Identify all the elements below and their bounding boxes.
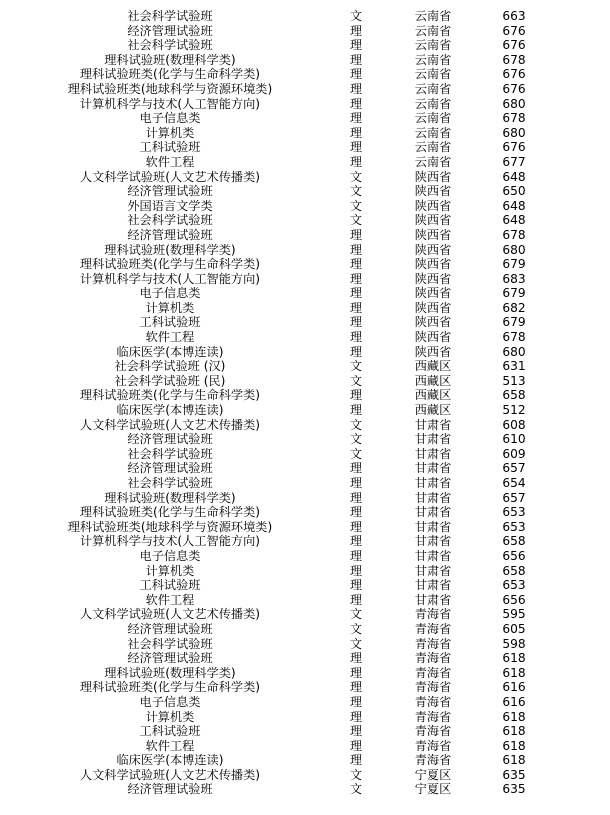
category-cell: 理 — [349, 403, 363, 418]
score-cell: 616 — [502, 694, 526, 709]
province-cell: 云南省 — [414, 111, 452, 126]
category-cell: 文 — [349, 636, 363, 651]
major-cell: 计算机科学与技术(人工智能方向) — [79, 96, 261, 111]
category-cell: 理 — [349, 461, 363, 476]
score-cell: 676 — [502, 81, 526, 96]
table-row — [0, 768, 610, 783]
category-cell: 理 — [349, 753, 363, 768]
table-row — [0, 680, 610, 695]
province-cell: 陕西省 — [414, 286, 452, 301]
table-row — [0, 432, 610, 447]
score-cell: 608 — [502, 417, 526, 432]
province-cell: 陕西省 — [414, 184, 452, 199]
category-cell: 理 — [349, 651, 363, 666]
category-cell: 理 — [349, 665, 363, 680]
score-cell: 618 — [502, 709, 526, 724]
major-cell: 软件工程 — [145, 738, 195, 753]
category-cell: 理 — [349, 242, 363, 257]
major-cell: 社会科学试验班 — [127, 38, 213, 53]
category-cell: 理 — [349, 271, 363, 286]
category-cell: 理 — [349, 227, 363, 242]
category-cell: 文 — [349, 417, 363, 432]
table-row — [0, 155, 610, 170]
score-cell: 653 — [502, 505, 526, 520]
major-cell: 理科试验班类(化学与生命科学类) — [79, 67, 261, 82]
major-cell: 理科试验班类(化学与生命科学类) — [79, 680, 261, 695]
province-cell: 甘肃省 — [414, 446, 452, 461]
score-cell: 679 — [502, 286, 526, 301]
table-row — [0, 38, 610, 53]
province-cell: 西藏区 — [414, 403, 452, 418]
major-cell: 电子信息类 — [139, 548, 201, 563]
table-row — [0, 170, 610, 185]
score-cell: 631 — [502, 359, 526, 374]
score-cell: 618 — [502, 651, 526, 666]
province-cell: 陕西省 — [414, 330, 452, 345]
major-cell: 经济管理试验班 — [127, 782, 213, 797]
score-cell: 616 — [502, 680, 526, 695]
table-row — [0, 651, 610, 666]
category-cell: 文 — [349, 782, 363, 797]
province-cell: 甘肃省 — [414, 578, 452, 593]
category-cell: 文 — [349, 767, 363, 782]
province-cell: 甘肃省 — [414, 476, 452, 490]
table-row — [0, 403, 610, 418]
table-row — [0, 301, 610, 316]
province-cell: 甘肃省 — [414, 548, 452, 563]
table-row — [0, 549, 610, 564]
category-cell: 理 — [349, 315, 363, 330]
table-row — [0, 491, 610, 506]
major-cell: 电子信息类 — [139, 286, 201, 301]
category-cell: 理 — [349, 67, 363, 82]
major-cell: 外国语言文学类 — [127, 198, 213, 213]
province-cell: 甘肃省 — [414, 490, 452, 505]
province-cell: 陕西省 — [414, 213, 452, 228]
score-cell: 595 — [502, 607, 526, 622]
province-cell: 青海省 — [414, 753, 452, 768]
major-cell: 理科试验班(数理科学类) — [104, 490, 236, 505]
table-row — [0, 82, 610, 97]
province-cell: 西藏区 — [414, 373, 452, 388]
table-row — [0, 97, 610, 112]
category-cell: 文 — [349, 621, 363, 636]
province-cell: 陕西省 — [414, 257, 452, 272]
category-cell: 理 — [349, 388, 363, 403]
province-cell: 青海省 — [414, 665, 452, 680]
table-row — [0, 257, 610, 272]
table-row — [0, 330, 610, 345]
table-row — [0, 724, 610, 739]
table-row — [0, 564, 610, 579]
table-row — [0, 315, 610, 330]
score-cell: 663 — [502, 9, 526, 23]
major-cell: 工科试验班 — [139, 724, 201, 739]
province-cell: 陕西省 — [414, 271, 452, 286]
score-cell: 648 — [502, 213, 526, 228]
score-cell: 653 — [502, 578, 526, 593]
major-cell: 计算机类 — [145, 563, 195, 578]
major-cell: 理科试验班(数理科学类) — [104, 242, 236, 257]
major-cell: 理科试验班类(化学与生命科学类) — [79, 388, 261, 403]
category-cell: 理 — [349, 578, 363, 593]
score-cell: 598 — [502, 636, 526, 651]
score-cell: 682 — [502, 300, 526, 315]
province-cell: 云南省 — [414, 96, 452, 111]
category-cell: 理 — [349, 548, 363, 563]
major-cell: 人文科学试验班(人文艺术传播类) — [79, 169, 261, 184]
table-row — [0, 418, 610, 433]
province-cell: 云南省 — [414, 9, 452, 23]
province-cell: 陕西省 — [414, 198, 452, 213]
province-cell: 云南省 — [414, 140, 452, 155]
score-cell: 676 — [502, 140, 526, 155]
score-cell: 683 — [502, 271, 526, 286]
table-row — [0, 286, 610, 301]
category-cell: 理 — [349, 490, 363, 505]
major-cell: 人文科学试验班(人文艺术传播类) — [79, 417, 261, 432]
major-cell: 理科试验班类(地球科学与资源环境类) — [67, 519, 273, 534]
province-cell: 云南省 — [414, 125, 452, 140]
province-cell: 陕西省 — [414, 315, 452, 330]
major-cell: 理科试验班(数理科学类) — [104, 665, 236, 680]
major-cell: 社会科学试验班 — [127, 476, 213, 490]
category-cell: 文 — [349, 9, 363, 23]
score-cell: 650 — [502, 184, 526, 199]
score-cell: 618 — [502, 665, 526, 680]
table-row — [0, 359, 610, 374]
major-cell: 软件工程 — [145, 154, 195, 169]
province-cell: 甘肃省 — [414, 563, 452, 578]
table-row — [0, 666, 610, 681]
score-cell: 678 — [502, 111, 526, 126]
table-row — [0, 476, 610, 491]
major-cell: 经济管理试验班 — [127, 227, 213, 242]
major-cell: 工科试验班 — [139, 140, 201, 155]
province-cell: 甘肃省 — [414, 505, 452, 520]
table-row — [0, 67, 610, 82]
score-cell: 656 — [502, 548, 526, 563]
major-cell: 工科试验班 — [139, 578, 201, 593]
province-cell: 陕西省 — [414, 344, 452, 359]
province-cell: 青海省 — [414, 709, 452, 724]
table-row — [0, 505, 610, 520]
major-cell: 临床医学(本博连读) — [116, 753, 224, 768]
score-cell: 657 — [502, 490, 526, 505]
score-cell: 656 — [502, 592, 526, 607]
score-cell: 676 — [502, 67, 526, 82]
province-cell: 陕西省 — [414, 227, 452, 242]
province-cell: 云南省 — [414, 23, 452, 38]
score-cell: 680 — [502, 125, 526, 140]
province-cell: 青海省 — [414, 694, 452, 709]
score-cell: 658 — [502, 534, 526, 549]
major-cell: 社会科学试验班 (汉) — [114, 359, 226, 374]
table-row — [0, 447, 610, 462]
category-cell: 理 — [349, 505, 363, 520]
table-row — [0, 184, 610, 199]
category-cell: 理 — [349, 23, 363, 38]
major-cell: 社会科学试验班 — [127, 636, 213, 651]
major-cell: 经济管理试验班 — [127, 184, 213, 199]
score-cell: 654 — [502, 476, 526, 490]
score-cell: 658 — [502, 388, 526, 403]
category-cell: 理 — [349, 724, 363, 739]
major-cell: 经济管理试验班 — [127, 651, 213, 666]
category-cell: 理 — [349, 125, 363, 140]
score-cell: 618 — [502, 738, 526, 753]
province-cell: 宁夏区 — [414, 782, 452, 797]
major-cell: 人文科学试验班(人文艺术传播类) — [79, 607, 261, 622]
score-cell: 605 — [502, 621, 526, 636]
category-cell: 理 — [349, 257, 363, 272]
major-cell: 经济管理试验班 — [127, 23, 213, 38]
major-cell: 临床医学(本博连读) — [116, 344, 224, 359]
table-row — [0, 140, 610, 155]
major-cell: 社会科学试验班 — [127, 9, 213, 23]
table-row — [0, 607, 610, 622]
category-cell: 理 — [349, 286, 363, 301]
major-cell: 社会科学试验班 (民) — [114, 373, 226, 388]
province-cell: 西藏区 — [414, 359, 452, 374]
score-cell: 618 — [502, 753, 526, 768]
major-cell: 经济管理试验班 — [127, 432, 213, 447]
province-cell: 陕西省 — [414, 169, 452, 184]
score-cell: 609 — [502, 446, 526, 461]
score-cell: 648 — [502, 169, 526, 184]
category-cell: 理 — [349, 709, 363, 724]
province-cell: 青海省 — [414, 636, 452, 651]
category-cell: 理 — [349, 111, 363, 126]
category-cell: 理 — [349, 519, 363, 534]
category-cell: 理 — [349, 738, 363, 753]
table-row — [0, 578, 610, 593]
category-cell: 理 — [349, 52, 363, 67]
table-row — [0, 243, 610, 258]
province-cell: 甘肃省 — [414, 592, 452, 607]
category-cell: 文 — [349, 213, 363, 228]
score-cell: 658 — [502, 563, 526, 578]
table-row — [0, 199, 610, 214]
major-cell: 经济管理试验班 — [127, 461, 213, 476]
province-cell: 西藏区 — [414, 388, 452, 403]
province-cell: 云南省 — [414, 154, 452, 169]
major-cell: 理科试验班类(化学与生命科学类) — [79, 505, 261, 520]
category-cell: 文 — [349, 373, 363, 388]
major-cell: 社会科学试验班 — [127, 213, 213, 228]
province-cell: 甘肃省 — [414, 519, 452, 534]
score-cell: 653 — [502, 519, 526, 534]
category-cell: 理 — [349, 330, 363, 345]
major-cell: 工科试验班 — [139, 315, 201, 330]
score-cell: 512 — [502, 403, 526, 418]
major-cell: 计算机科学与技术(人工智能方向) — [79, 271, 261, 286]
score-cell: 648 — [502, 198, 526, 213]
score-cell: 635 — [502, 767, 526, 782]
category-cell: 理 — [349, 140, 363, 155]
province-cell: 甘肃省 — [414, 432, 452, 447]
table-row — [0, 345, 610, 360]
category-cell: 理 — [349, 476, 363, 490]
category-cell: 理 — [349, 81, 363, 96]
table-row — [0, 228, 610, 243]
major-cell: 电子信息类 — [139, 694, 201, 709]
major-cell: 计算机科学与技术(人工智能方向) — [79, 534, 261, 549]
category-cell: 文 — [349, 169, 363, 184]
major-cell: 软件工程 — [145, 592, 195, 607]
province-cell: 云南省 — [414, 52, 452, 67]
province-cell: 青海省 — [414, 724, 452, 739]
major-cell: 理科试验班(数理科学类) — [104, 52, 236, 67]
table-row — [0, 739, 610, 754]
category-cell: 理 — [349, 300, 363, 315]
province-cell: 甘肃省 — [414, 461, 452, 476]
major-cell: 理科试验班类(化学与生命科学类) — [79, 257, 261, 272]
table-row — [0, 534, 610, 549]
major-cell: 软件工程 — [145, 330, 195, 345]
category-cell: 文 — [349, 607, 363, 622]
category-cell: 理 — [349, 592, 363, 607]
province-cell: 青海省 — [414, 607, 452, 622]
province-cell: 陕西省 — [414, 242, 452, 257]
province-cell: 云南省 — [414, 81, 452, 96]
score-cell: 679 — [502, 257, 526, 272]
major-cell: 经济管理试验班 — [127, 621, 213, 636]
table-row — [0, 782, 610, 797]
province-cell: 甘肃省 — [414, 534, 452, 549]
table-row — [0, 695, 610, 710]
score-cell: 680 — [502, 96, 526, 111]
major-cell: 电子信息类 — [139, 111, 201, 126]
category-cell: 文 — [349, 198, 363, 213]
category-cell: 文 — [349, 359, 363, 374]
score-cell: 676 — [502, 23, 526, 38]
table-row — [0, 111, 610, 126]
category-cell: 理 — [349, 680, 363, 695]
province-cell: 云南省 — [414, 67, 452, 82]
province-cell: 青海省 — [414, 651, 452, 666]
table-row — [0, 388, 610, 403]
province-cell: 甘肃省 — [414, 417, 452, 432]
table-row — [0, 126, 610, 141]
major-cell: 计算机类 — [145, 125, 195, 140]
score-cell: 513 — [502, 373, 526, 388]
major-cell: 临床医学(本博连读) — [116, 403, 224, 418]
province-cell: 云南省 — [414, 38, 452, 53]
category-cell: 理 — [349, 344, 363, 359]
province-cell: 青海省 — [414, 680, 452, 695]
table-row — [0, 753, 610, 768]
table-row — [0, 24, 610, 39]
table-row — [0, 593, 610, 608]
score-cell: 680 — [502, 344, 526, 359]
table-row — [0, 461, 610, 476]
province-cell: 宁夏区 — [414, 767, 452, 782]
score-cell: 676 — [502, 38, 526, 53]
major-cell: 人文科学试验班(人文艺术传播类) — [79, 767, 261, 782]
score-cell: 680 — [502, 242, 526, 257]
table-row — [0, 710, 610, 725]
category-cell: 理 — [349, 534, 363, 549]
score-cell: 610 — [502, 432, 526, 447]
score-cell: 678 — [502, 330, 526, 345]
table-row — [0, 272, 610, 287]
table-row — [0, 213, 610, 228]
score-cell: 678 — [502, 52, 526, 67]
table-row — [0, 374, 610, 389]
category-cell: 文 — [349, 446, 363, 461]
table-row — [0, 520, 610, 535]
score-cell: 677 — [502, 154, 526, 169]
major-cell: 计算机类 — [145, 300, 195, 315]
score-cell: 635 — [502, 782, 526, 797]
table-row — [0, 637, 610, 652]
category-cell: 理 — [349, 694, 363, 709]
category-cell: 理 — [349, 96, 363, 111]
table-row — [0, 53, 610, 68]
score-cell: 618 — [502, 724, 526, 739]
major-cell: 社会科学试验班 — [127, 446, 213, 461]
category-cell: 文 — [349, 432, 363, 447]
major-cell: 计算机类 — [145, 709, 195, 724]
score-cell: 679 — [502, 315, 526, 330]
table-row — [0, 9, 610, 24]
province-cell: 青海省 — [414, 738, 452, 753]
province-cell: 陕西省 — [414, 300, 452, 315]
score-cell: 657 — [502, 461, 526, 476]
major-cell: 理科试验班类(地球科学与资源环境类) — [67, 81, 273, 96]
province-cell: 青海省 — [414, 621, 452, 636]
category-cell: 理 — [349, 563, 363, 578]
table-row — [0, 622, 610, 637]
category-cell: 文 — [349, 184, 363, 199]
category-cell: 理 — [349, 38, 363, 53]
score-cell: 678 — [502, 227, 526, 242]
category-cell: 理 — [349, 154, 363, 169]
